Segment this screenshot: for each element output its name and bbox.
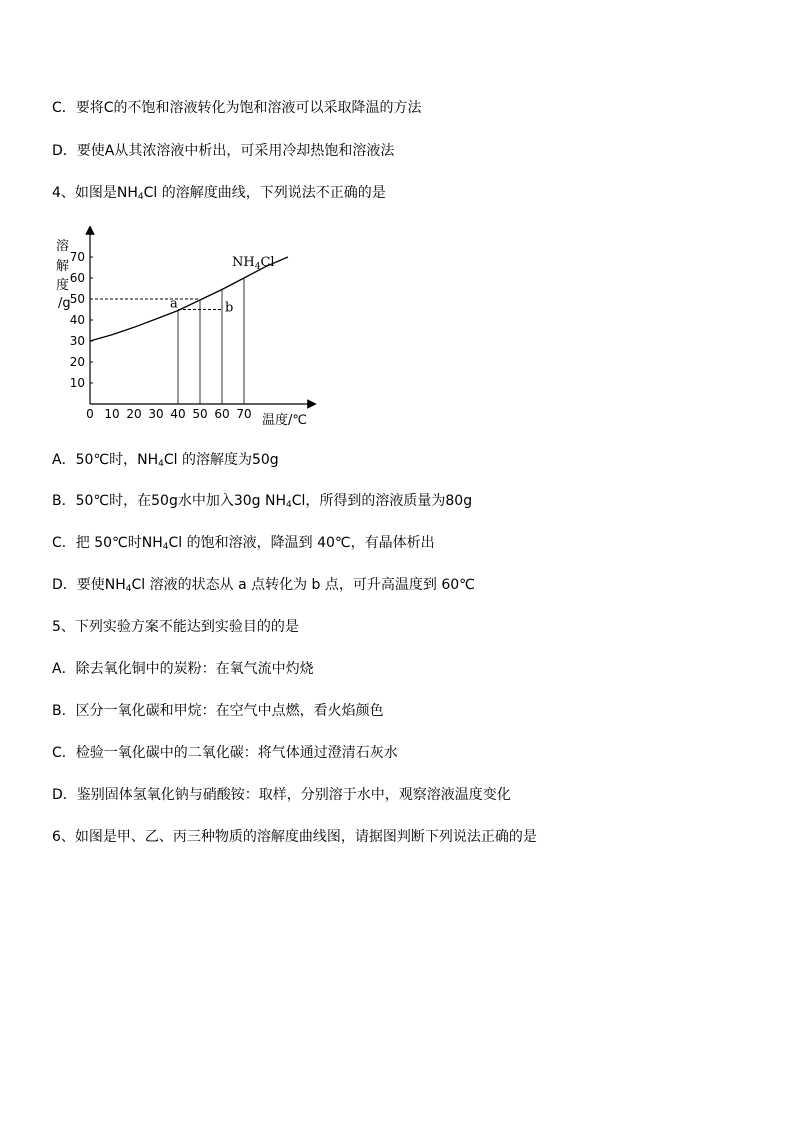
q4-stem	[52, 184, 386, 206]
y-tick-label-50: 50	[69, 292, 85, 306]
y-tick-label-20: 20	[69, 355, 85, 369]
x-tick-label-30: 30	[148, 407, 164, 421]
q4-option-d	[52, 576, 475, 598]
q5-option-a: A．除去氧化铜中的炭粉：在氧气流中灼烧	[52, 661, 314, 677]
axis-ticks	[70, 250, 252, 421]
x-tick-label-70: 70	[236, 407, 252, 421]
q4-stem-post: 的溶解度曲线，下列说法不正确的是	[157, 185, 386, 201]
q4-d-sub: 4	[125, 584, 132, 594]
q4-c-pre: C．把 50℃时NH	[52, 535, 163, 551]
q6-stem: 6、如图是甲、乙、丙三种物质的溶解度曲线图，请据图判断下列说法正确的是	[52, 829, 537, 845]
series-label-main: NH	[232, 255, 255, 270]
y-label-char-1: 溶	[56, 239, 70, 254]
y-label-char-2: 解	[56, 259, 70, 274]
y-tick-label-40: 40	[69, 313, 85, 327]
q4-b-pre: B．50℃时，在50g水中加入30g NH	[52, 493, 286, 509]
q4-a-pre: A．50℃时，NH	[52, 452, 159, 468]
series-label-sub: 4	[254, 262, 261, 272]
x-axis-label: 温度/℃	[262, 413, 307, 428]
x-tick-label-0: 0	[86, 407, 94, 421]
q4-c-post: Cl 的饱和溶液，降温到 40℃，有晶体析出	[168, 535, 435, 551]
x-tick-label-10: 10	[104, 407, 120, 421]
nh4cl-solubility-chart	[50, 226, 320, 432]
point-label-a: a	[170, 296, 178, 312]
q4-b-sub: 4	[286, 500, 292, 510]
q4-a-post: Cl 的溶解度为50g	[163, 452, 279, 468]
y-tick-label-70: 70	[69, 250, 85, 264]
guide-lines	[90, 278, 244, 404]
q3-option-c: C．要将C的不饱和溶液转化为饱和溶液可以采取降温的方法	[52, 100, 422, 116]
point-label-b: b	[225, 300, 234, 316]
q4-b-post: Cl，所得到的溶液质量为80g	[291, 493, 473, 509]
q4-c-sub: 4	[162, 542, 169, 552]
series-label-tail: Cl	[260, 255, 275, 270]
series-label	[232, 255, 275, 272]
q4-option-c	[52, 534, 435, 556]
y-label-char-4: /g	[58, 296, 71, 311]
q4-stem-cl: Cl	[143, 185, 158, 201]
x-tick-label-50: 50	[192, 407, 208, 421]
q5-option-c: C．检验一氧化碳中的二氧化碳：将气体通过澄清石灰水	[52, 745, 398, 761]
y-tick-label-60: 60	[69, 271, 85, 285]
q4-d-post: Cl 溶液的状态从 a 点转化为 b 点，可升高温度到 60℃	[131, 577, 475, 593]
q4-d-pre: D．要使NH	[52, 577, 126, 593]
q4-stem-sub: 4	[137, 192, 144, 202]
y-tick-label-10: 10	[69, 376, 85, 390]
q4-a-sub: 4	[158, 459, 164, 469]
y-label-char-3: 度	[56, 278, 70, 293]
x-tick-label-40: 40	[170, 407, 186, 421]
x-tick-label-20: 20	[126, 407, 142, 421]
q5-option-d: D．鉴别固体氢氧化钠与硝酸铵：取样，分别溶于水中，观察溶液温度变化	[52, 787, 511, 803]
q4-option-a	[52, 451, 279, 473]
q5-option-b: B．区分一氧化碳和甲烷：在空气中点燃，看火焰颜色	[52, 703, 384, 719]
q4-stem-nh: NH	[116, 185, 138, 201]
q4-option-b	[52, 492, 472, 514]
x-tick-label-60: 60	[214, 407, 230, 421]
y-tick-label-30: 30	[69, 334, 85, 348]
q3-option-d: D．要使A从其浓溶液中析出，可采用冷却热饱和溶液法	[52, 143, 395, 159]
q5-stem: 5、下列实验方案不能达到实验目的的是	[52, 619, 299, 635]
q4-stem-pre: 4、如图是	[52, 185, 117, 201]
